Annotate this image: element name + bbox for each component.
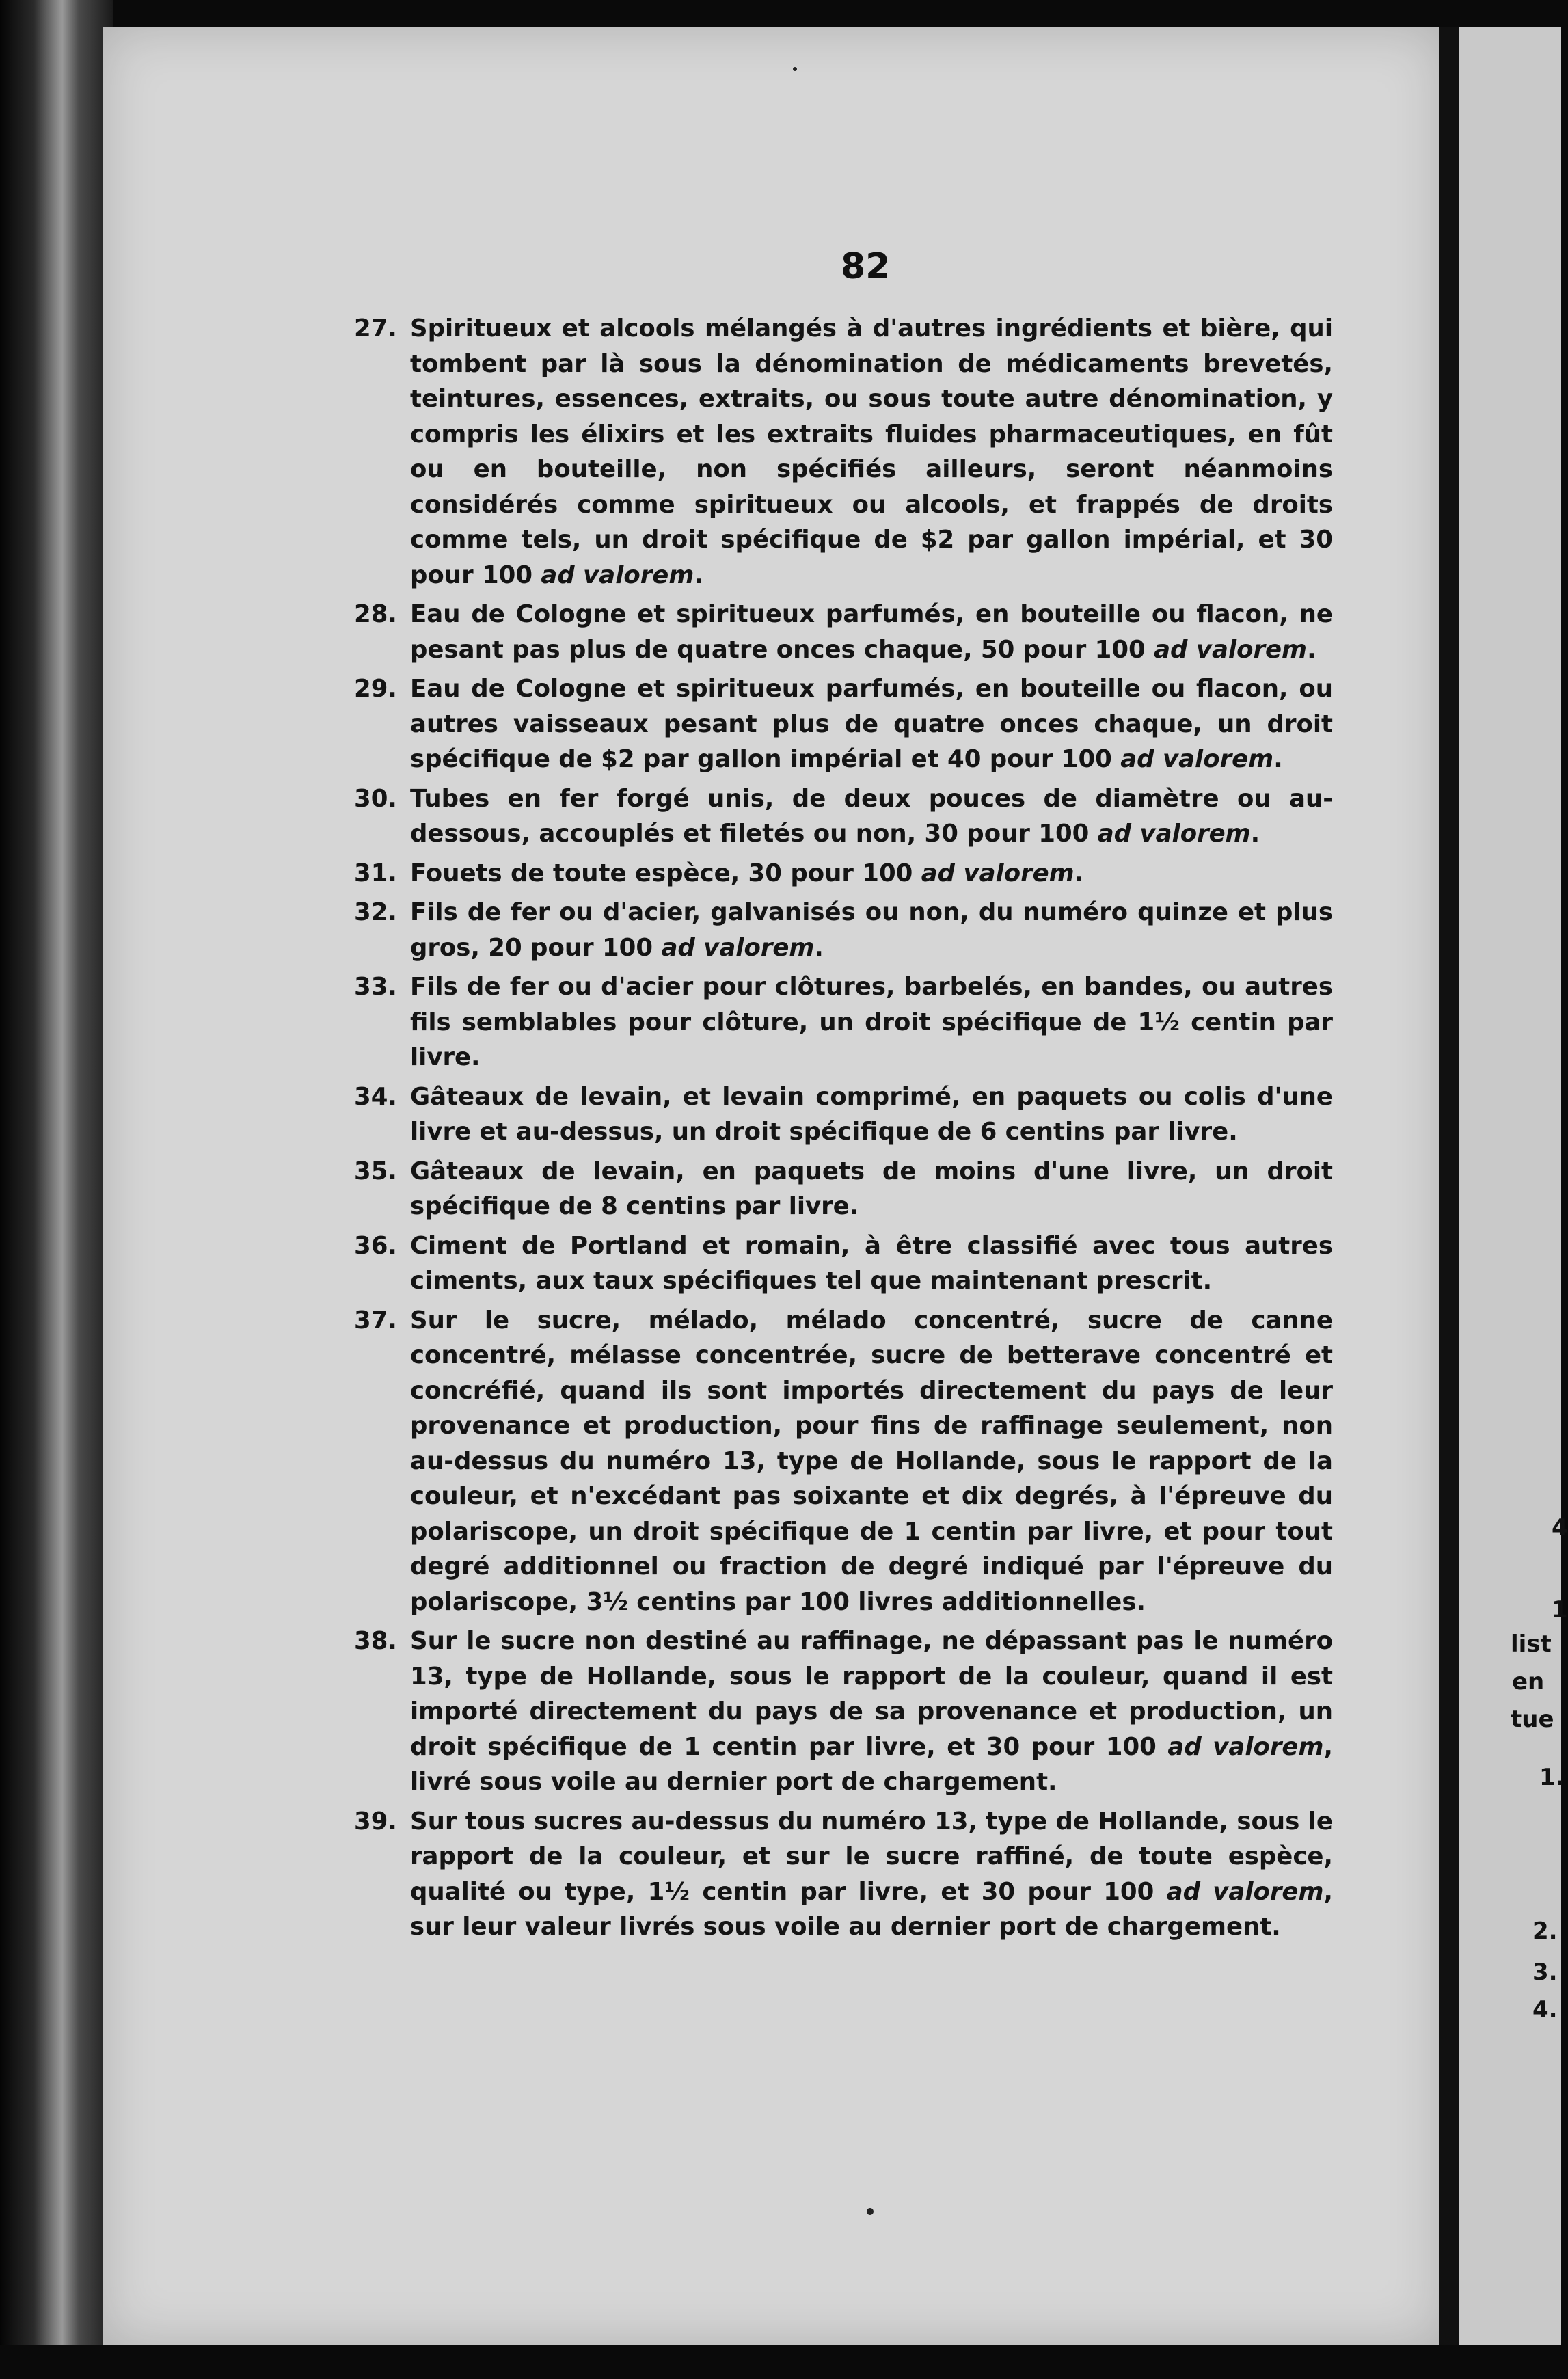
entry-text	[410, 1228, 1333, 1299]
entry-text	[410, 1154, 1333, 1224]
adjacent-fragment: 4.	[1532, 1996, 1558, 2024]
entry-number: 27.	[354, 314, 397, 342]
entry-number: 28.	[354, 600, 397, 628]
entry-text-tail: .	[1250, 820, 1260, 848]
entry-text	[410, 597, 1333, 667]
entry-number: 35.	[354, 1157, 397, 1185]
tariff-entry	[354, 1804, 1333, 1945]
entry-text-main: Fouets de toute espèce, 30 pour 100	[410, 859, 921, 887]
entry-number: 32.	[354, 898, 397, 926]
entry-text	[410, 781, 1333, 852]
adjacent-fragment: 1.	[1539, 1764, 1565, 1791]
entry-number: 29.	[354, 675, 397, 703]
entry-text-tail: , livré sous voile au dernier port de chargement.	[410, 1732, 1333, 1796]
ink-speck	[793, 67, 797, 71]
adjacent-fragment: tue	[1511, 1706, 1554, 1733]
entry-text-main: Tubes en fer forgé unis, de deux pouces de diamètre ou au-dessous, accouplés et filetés ou non, 30 pour 100	[410, 784, 1333, 848]
tariff-entry	[354, 856, 1333, 891]
tariff-entry	[354, 1079, 1333, 1150]
entry-text-main: Gâteaux de levain, en paquets de moins d'une livre, un droit spécifique de 8 centins par livre.	[410, 1157, 1333, 1220]
tariff-entry	[354, 969, 1333, 1075]
entry-text-main: Sur le sucre, mélado, mélado concentré, sucre de canne concentré, mélasse concentrée, sucre de betterave concentré et concréfié, quand ils sont importés directement du pays de leur provenance et production, pour fins de raffinage seulement, non au-dessus du numéro 13, type de Hollande, sous le rapport de la couleur, et n'excédant pas soixante et dix degrés, à l'épreuve du polariscope, un droit spécifique de 1 centin par livre, et pour tout degré additionnel ou fraction de degré indiqué par l'épreuve du polariscope, 3½ centins par 100 livres additionnelles.	[410, 1306, 1333, 1616]
entry-number: 34.	[354, 1082, 397, 1111]
adjacent-fragment: 1	[1552, 1596, 1568, 1624]
entry-number: 38.	[354, 1627, 397, 1655]
tariff-entry	[354, 311, 1333, 593]
entry-text-italic: ad valorem	[921, 859, 1074, 887]
scan-border	[0, 2345, 1561, 2379]
entry-text	[410, 671, 1333, 777]
entry-number: 39.	[354, 1807, 397, 1836]
ink-speck	[867, 2208, 874, 2215]
tariff-entry	[354, 1228, 1333, 1299]
adjacent-fragment: 4	[1552, 1514, 1568, 1542]
tariff-entry	[354, 895, 1333, 965]
entry-text-main: Sur tous sucres au-dessus du numéro 13, type de Hollande, sous le rapport de la couleur, et sur le sucre raffiné, de toute espèce, qualité ou type, 1½ centin par livre, et 30 pour 100	[410, 1807, 1333, 1906]
entry-text	[410, 1624, 1333, 1800]
entry-text-main: Ciment de Portland et romain, à être classifié avec tous autres ciments, aux taux spécifiques tel que maintenant prescrit.	[410, 1231, 1333, 1295]
entry-text-italic: ad valorem	[1166, 1877, 1324, 1906]
entry-text	[410, 1804, 1333, 1945]
page-number: 82	[841, 246, 891, 287]
tariff-entry	[354, 597, 1333, 667]
tariff-entry	[354, 671, 1333, 777]
entry-text-italic: ad valorem	[1120, 745, 1274, 773]
entry-text	[410, 1303, 1333, 1620]
entry-text	[410, 856, 1333, 891]
entry-text	[410, 969, 1333, 1075]
entry-text-tail: .	[814, 933, 824, 962]
entry-text	[410, 895, 1333, 965]
entry-text-italic: ad valorem	[661, 933, 815, 962]
entry-text-italic: ad valorem	[1097, 820, 1251, 848]
entry-text-main: Fils de fer ou d'acier pour clôtures, barbelés, en bandes, ou autres fils semblables pour clôture, un droit spécifique de 1½ centin par livre.	[410, 973, 1333, 1071]
entry-text-tail: .	[1307, 635, 1316, 664]
entry-number: 33.	[354, 973, 397, 1001]
entry-text-main: Sur le sucre non destiné au raffinage, ne dépassant pas le numéro 13, type de Hollande, sous le rapport de la couleur, quand il est importé directement du pays de sa provenance et production, un droit spécifique de 1 centin par livre, et 30 pour 100	[410, 1627, 1333, 1761]
entry-number: 30.	[354, 784, 397, 813]
entry-number: 36.	[354, 1231, 397, 1260]
tariff-entry	[354, 1303, 1333, 1620]
entry-number: 37.	[354, 1306, 397, 1334]
entry-text-italic: ad valorem	[1167, 1732, 1324, 1761]
entry-text-main: Spiritueux et alcools mélangés à d'autres ingrédients et bière, qui tombent par là sous la dénomination de médicaments brevetés, teintures, essences, extraits, ou sous toute autre dénomination, y compris les élixirs et les extraits fluides pharmaceutiques, en fût ou en bouteille, non spécifiés ailleurs, seront néanmoins considérés comme spiritueux ou alcools, et frappés de droits comme tels, un droit spécifique de $2 par gallon impérial, et 30 pour 100	[410, 314, 1333, 589]
entry-text-tail: .	[694, 561, 703, 589]
entry-text-main: Gâteaux de levain, et levain comprimé, en paquets ou colis d'une livre et au-dessus, un droit spécifique de 6 centins par livre.	[410, 1082, 1333, 1146]
entry-text	[410, 311, 1333, 593]
adjacent-fragment: list	[1511, 1630, 1552, 1658]
adjacent-fragment: 2.	[1532, 1918, 1558, 1945]
tariff-entry	[354, 781, 1333, 852]
page-gutter	[1439, 27, 1459, 2345]
entry-text-tail: , sur leur valeur livrés sous voile au dernier port de chargement.	[410, 1877, 1333, 1941]
entry-text-tail: .	[1074, 859, 1084, 887]
entry-text-main: Eau de Cologne et spiritueux parfumés, en bouteille ou flacon, ne pesant pas plus de quatre onces chaque, 50 pour 100	[410, 600, 1333, 664]
entry-text-italic: ad valorem	[1154, 635, 1308, 664]
tariff-entries	[354, 311, 1333, 1949]
entry-text-tail: .	[1273, 745, 1283, 773]
adjacent-fragment: en	[1512, 1668, 1545, 1695]
entry-text	[410, 1079, 1333, 1150]
entry-number: 31.	[354, 859, 397, 887]
entry-text-main: Fils de fer ou d'acier, galvanisés ou non, du numéro quinze et plus gros, 20 pour 100	[410, 898, 1333, 962]
adjacent-fragment: 3.	[1532, 1959, 1558, 1986]
tariff-entry	[354, 1624, 1333, 1800]
tariff-entry	[354, 1154, 1333, 1224]
entry-text-italic: ad valorem	[541, 561, 694, 589]
entry-text-main: Eau de Cologne et spiritueux parfumés, en bouteille ou flacon, ou autres vaisseaux pesant plus de quatre onces chaque, un droit spécifique de $2 par gallon impérial et 40 pour 100	[410, 675, 1333, 773]
binding-shadow	[0, 0, 113, 2379]
